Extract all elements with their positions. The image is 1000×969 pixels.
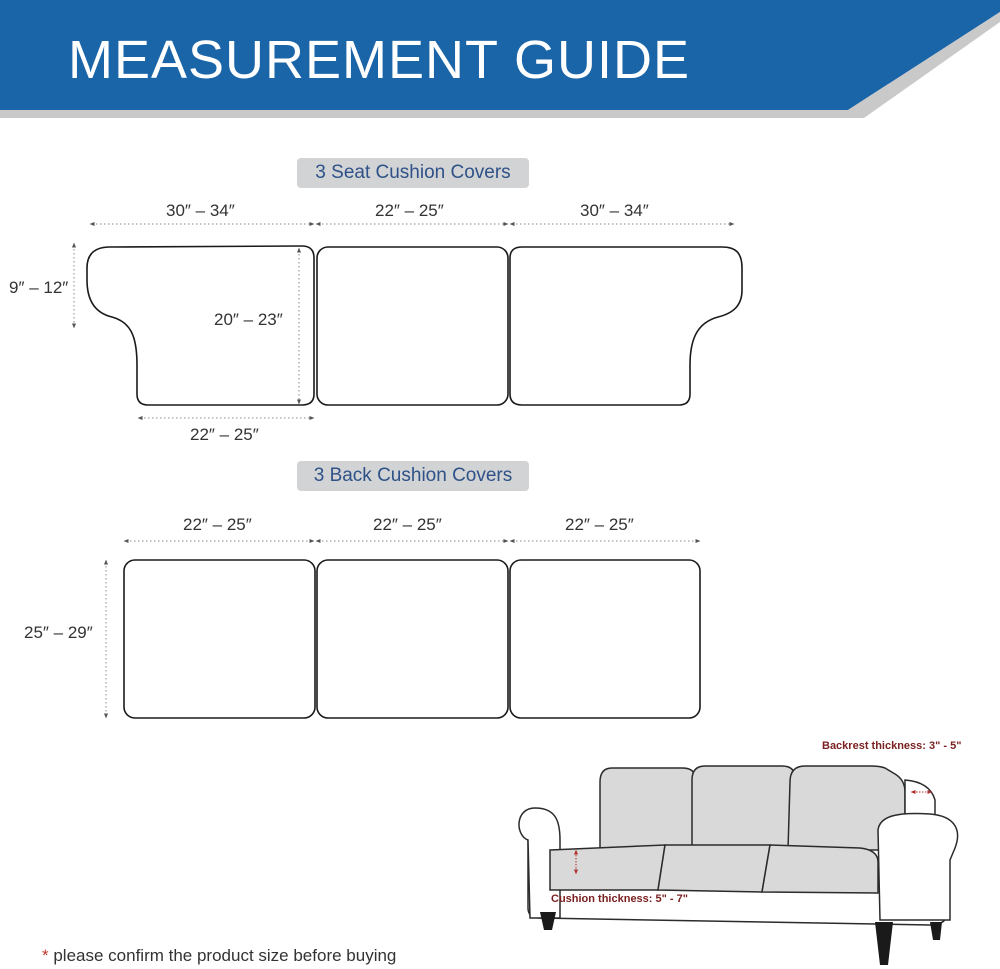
sofa-back-cushion-left (600, 768, 695, 850)
seat-width-middle-label: 22″ – 25″ (375, 201, 444, 220)
sofa-arm-right (878, 813, 958, 920)
backrest-thickness-label: Backrest thickness: 3" - 5" (822, 740, 962, 752)
arm-height-label: 9″ – 12″ (9, 278, 69, 297)
seat-width-left-label: 30″ – 34″ (166, 201, 235, 220)
back-width-left-label: 22″ – 25″ (183, 515, 252, 534)
footnote-text: please confirm the product size before buying (48, 946, 397, 965)
sofa-back-cushion-middle (692, 766, 795, 850)
sofa-leg-left (540, 912, 556, 930)
seat-depth-label: 20″ – 23″ (214, 310, 283, 329)
page-title: MEASUREMENT GUIDE (68, 30, 691, 90)
back-height-label: 25″ – 29″ (24, 623, 93, 642)
cushion-thickness-label: Cushion thickness: 5" - 7" (551, 893, 688, 905)
sofa-leg-right-front (875, 922, 893, 965)
sofa-seat-cushion-middle (658, 845, 770, 892)
seat-inner-width-label: 22″ – 25″ (190, 425, 259, 444)
footnote-marker: * (42, 946, 49, 965)
seat-section-label: 3 Seat Cushion Covers (297, 158, 529, 188)
sofa-seat-cushion-right (762, 845, 878, 893)
back-width-middle-label: 22″ – 25″ (373, 515, 442, 534)
footnote (42, 946, 396, 966)
sofa-leg-right-back (930, 922, 942, 940)
seat-width-right-label: 30″ – 34″ (580, 201, 649, 220)
back-section-label: 3 Back Cushion Covers (297, 461, 529, 491)
back-width-right-label: 22″ – 25″ (565, 515, 634, 534)
sofa-seat-cushion-left (550, 845, 665, 890)
